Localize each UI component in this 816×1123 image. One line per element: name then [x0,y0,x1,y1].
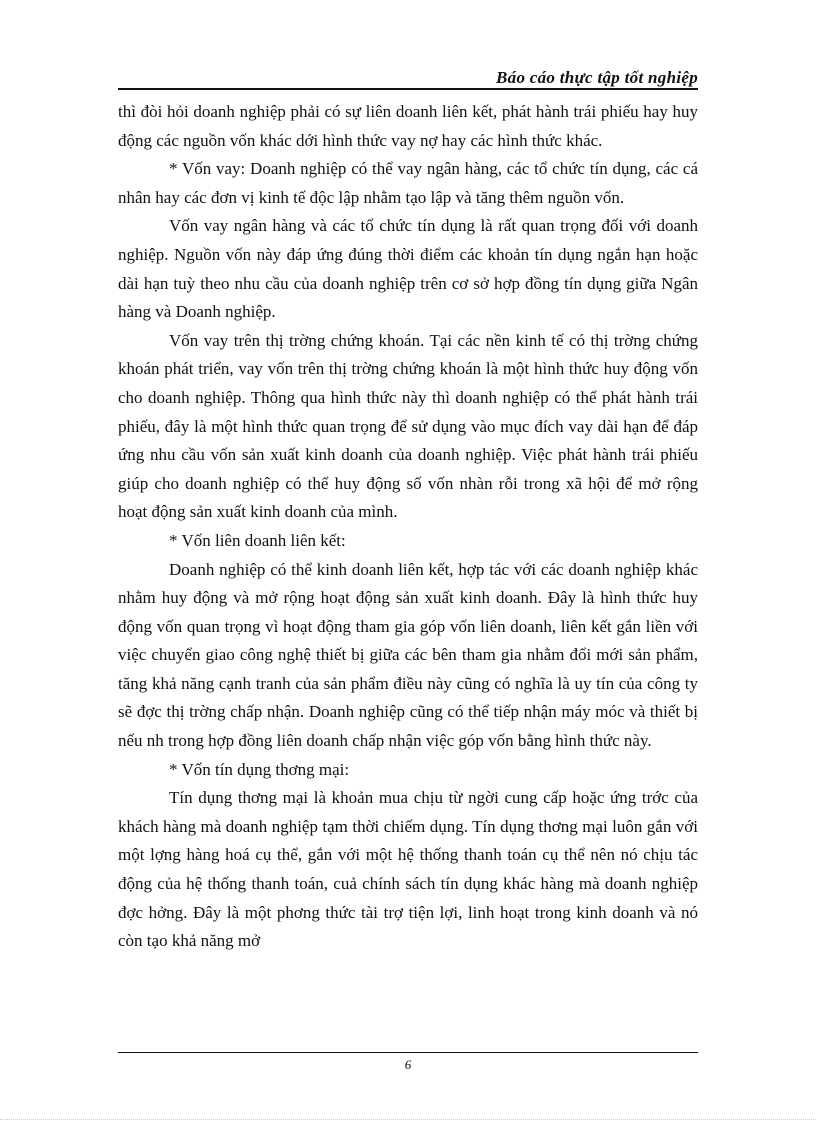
paragraph-continuation: thì đòi hỏi doanh nghiệp phải có sự liên doanh liên kết, phát hành trái phiếu hay huy động các nguồn vốn khác dới hình thức vay nợ hay các hình thức khác. [118,102,698,150]
page-header [118,66,698,90]
paragraph-von-vay-ngan-hang: Vốn vay ngân hàng và các tổ chức tín dụng là rất quan trọng đối với doanh nghiệp. Nguồn vốn này đáp ứng đúng thời điểm các khoản tín dụng ngắn hạn hoặc dài hạn tuỳ theo nhu cầu của doanh nghiệp trên cơ sở hợp đồng tín dụng giữa Ngân hàng và Doanh nghiệp. [118,216,698,322]
paragraph-tin-dung-thuong-mai: Tín dụng thơng mại là khoản mua chịu từ ngời cung cấp hoặc ứng trớc của khách hàng mà doanh nghiệp tạm thời chiếm dụng. Tín dụng thơng mại luôn gắn với một lợng hàng hoá cụ thể, gắn với một hệ thống thanh toán cụ thể nên nó chịu tác động của hệ thống thanh toán, cuả chính sách tín dụng khác hàng mà doanh nghiệp đợc hởng. Đây là một phơng thức tài trợ tiện lợi, linh hoạt trong kinh doanh và nó còn tạo khả năng mở [118,788,698,951]
paragraph-von-vay: * Vốn vay: Doanh nghiệp có thể vay ngân hàng, các tổ chức tín dụng, các cá nhân hay các đơn vị kinh tế độc lập nhằm tạo lập và tăng thêm nguồn vốn. [118,159,698,207]
footer-divider [118,1052,698,1053]
header-title: Báo cáo thực tập tốt nghiệp [496,68,698,87]
heading-tin-dung-thuong-mai: * Vốn tín dụng thơng mại: [169,759,350,779]
paragraph-lien-doanh: Doanh nghiệp có thể kinh doanh liên kết, hợp tác với các doanh nghiệp khác nhằm huy động và mở rộng hoạt động sản xuất kinh doanh. Đây là hình thức huy động vốn quan trọng vì hoạt động tham gia góp vốn liên doanh, liên kết gắn liền với việc chuyển giao công nghệ thiết bị giữa các bên tham gia nhằm đổi mới sản phẩm, tăng khả năng cạnh tranh của sản phẩm điều này cũng có nghĩa là uy tín của công ty sẽ đợc thị trờng chấp nhận. Doanh nghiệp cũng có thể tiếp nhận máy móc và thiết bị nếu nh trong hợp đồng liên doanh chấp nhận việc góp vốn bằng hình thức này. [118,559,698,751]
page-number: 6 [404,1057,412,1072]
paragraph-thi-truong-chung-khoan: Vốn vay trên thị trờng chứng khoán. Tại các nền kinh tế có thị trờng chứng khoán phát triển, vay vốn trên thị trờng chứng khoán là một hình thức huy động vốn cho doanh nghiệp. Thông qua hình thức này thì doanh nghiệp có thể phát hành trái phiếu, đây là một hình thức quan trọng để sử dụng vào mục đích vay dài hạn để đáp ứng nhu cầu vốn sản xuất kinh doanh của doanh nghiệp. Việc phát hành trái phiếu giúp cho doanh nghiệp có thể huy động số vốn nhàn rỗi trong xã hội để mở rộng hoạt động sản xuất kinh doanh của mình. [118,330,698,522]
heading-von-lien-doanh: * Vốn liên doanh liên kết: [169,530,346,550]
page-footer [118,1052,698,1073]
document-body [118,98,698,956]
page-edge-divider [0,1119,816,1120]
header-divider [118,88,698,90]
